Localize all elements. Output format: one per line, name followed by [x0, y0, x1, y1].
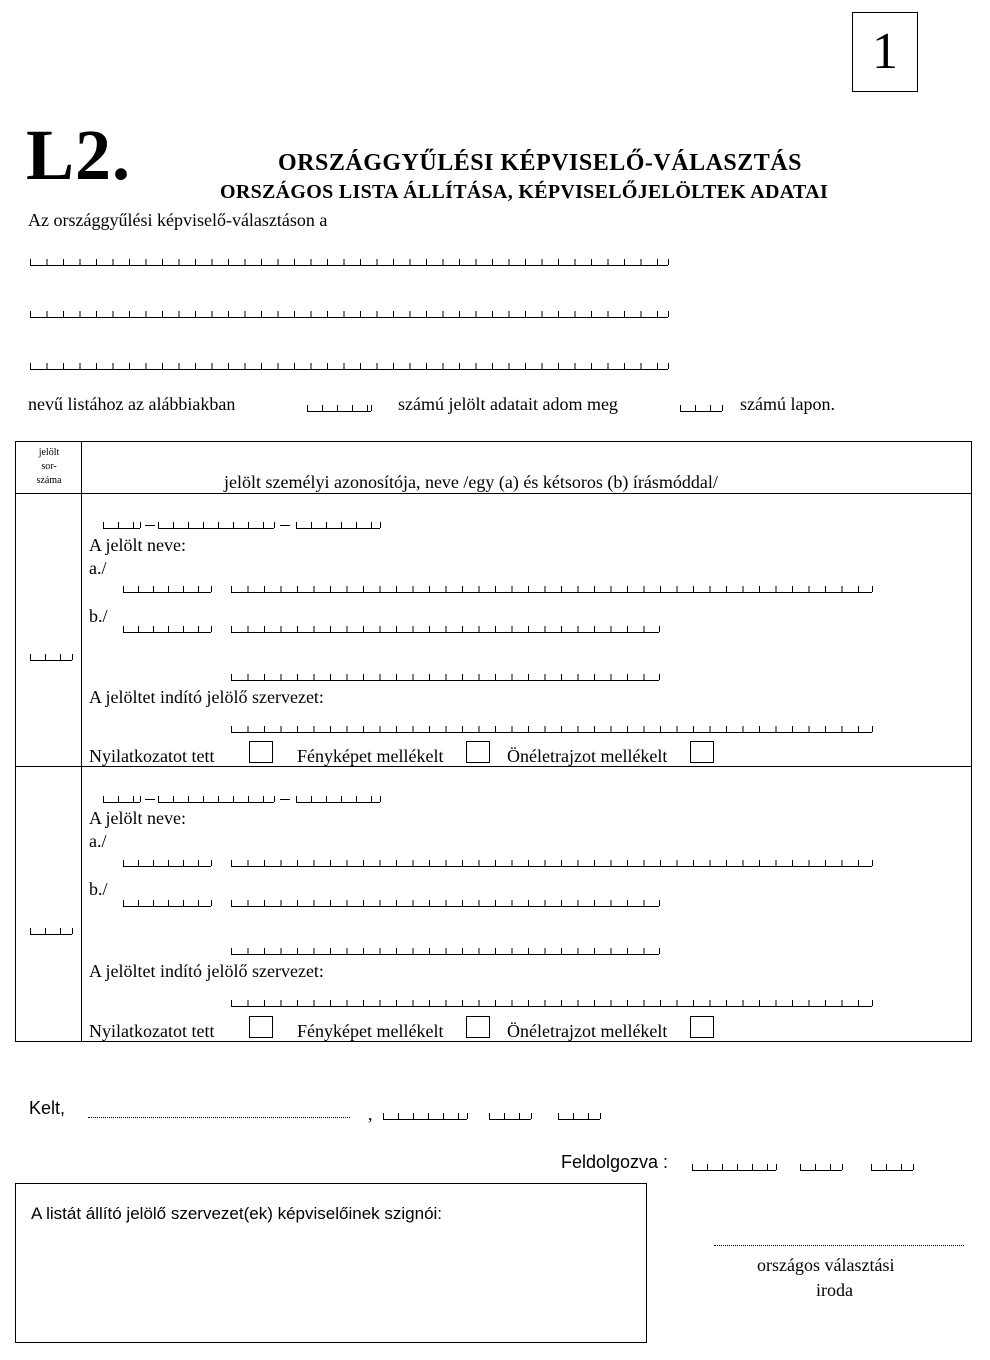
- dated-label: Kelt,: [29, 1098, 66, 1118]
- list-sentence-part3: számú lapon.: [740, 394, 835, 414]
- cand1-a-short-field[interactable]: [123, 586, 211, 593]
- cand1-name-label: A jelölt neve:: [89, 535, 186, 555]
- col2-header: jelölt személyi azonosítója, neve /egy (a) és kétsoros (b) írásmóddal/: [224, 472, 718, 492]
- cand1-a-long-field[interactable]: [231, 586, 872, 593]
- cand1-org-label: A jelöltet indító jelölő szervezet:: [89, 687, 324, 707]
- cand1-a-label: a./: [89, 558, 107, 578]
- col1-header: [18, 446, 80, 488]
- cand2-serial-field[interactable]: [30, 928, 72, 935]
- cand1-b-line2-field[interactable]: [231, 674, 659, 681]
- form-title: ORSZÁGGYŰLÉSI KÉPVISELŐ-VÁLASZTÁS: [278, 150, 802, 176]
- cand1-statement-checkbox[interactable]: [249, 741, 273, 763]
- cand2-photo-label: Fényképet mellékelt: [297, 1021, 444, 1041]
- cand2-cv-checkbox[interactable]: [690, 1016, 714, 1038]
- dated-comma: ,: [368, 1104, 373, 1124]
- cand1-id-part1[interactable]: [103, 522, 140, 529]
- col1-header-line1: jelölt: [38, 447, 60, 458]
- cand1-serial-field[interactable]: [30, 654, 72, 661]
- dated-month-field[interactable]: [489, 1113, 531, 1120]
- cand2-statement-label: Nyilatkozatot tett: [89, 1021, 215, 1041]
- cand1-photo-checkbox[interactable]: [466, 741, 490, 763]
- cand2-id-part3[interactable]: [296, 796, 380, 803]
- cand1-cv-checkbox[interactable]: [690, 741, 714, 763]
- cand2-id-part1[interactable]: [103, 796, 140, 803]
- office-label-line1: országos választási: [757, 1255, 895, 1275]
- list-sentence-part2: számú jelölt adatait adom meg: [398, 394, 618, 414]
- cand1-id-dash1: [145, 525, 155, 526]
- cand2-b-line1-field[interactable]: [231, 900, 659, 907]
- list-name-line-3[interactable]: [30, 363, 668, 370]
- processed-day-field[interactable]: [871, 1164, 913, 1171]
- cand1-id-dash2: [280, 525, 290, 526]
- signature-box-label: A listát állító jelölő szervezet(ek) képviselőinek szignói:: [31, 1204, 443, 1223]
- cand2-org-field[interactable]: [231, 1000, 872, 1007]
- office-label-line2: iroda: [816, 1280, 853, 1300]
- table-column-divider: [81, 441, 82, 1042]
- cand2-id-part2[interactable]: [158, 796, 274, 803]
- cand1-id-part3[interactable]: [296, 522, 380, 529]
- col1-header-line2: sor-: [41, 461, 57, 472]
- cand2-a-long-field[interactable]: [231, 860, 872, 867]
- cand1-photo-label: Fényképet mellékelt: [297, 746, 444, 766]
- list-name-line-2[interactable]: [30, 311, 668, 318]
- cand1-org-field[interactable]: [231, 726, 872, 733]
- page-count-field[interactable]: [680, 405, 722, 412]
- cand1-cv-label: Önéletrajzot mellékelt: [507, 746, 668, 766]
- cand2-id-dash1: [145, 799, 155, 800]
- cand1-statement-label: Nyilatkozatot tett: [89, 746, 215, 766]
- page-number: 1: [872, 23, 898, 80]
- cand2-a-label: a./: [89, 831, 107, 851]
- cand2-b-short-field[interactable]: [123, 900, 211, 907]
- cand2-statement-checkbox[interactable]: [249, 1016, 273, 1038]
- cand2-org-label: A jelöltet indító jelölő szervezet:: [89, 961, 324, 981]
- page-number-box: [852, 12, 918, 92]
- processed-label: Feldolgozva :: [561, 1152, 669, 1172]
- form-subtitle: ORSZÁGOS LISTA ÁLLÍTÁSA, KÉPVISELŐJELÖLTEK ADATAI: [220, 181, 829, 203]
- cand2-cv-label: Önéletrajzot mellékelt: [507, 1021, 668, 1041]
- cand2-photo-checkbox[interactable]: [466, 1016, 490, 1038]
- cand1-b-label: b./: [89, 606, 108, 626]
- cand2-a-short-field[interactable]: [123, 860, 211, 867]
- cand2-name-label: A jelölt neve:: [89, 808, 186, 828]
- table-header-divider: [15, 493, 972, 494]
- cand1-b-short-field[interactable]: [123, 626, 211, 633]
- form-code: L2.: [26, 115, 132, 195]
- cand2-b-line2-field[interactable]: [231, 948, 659, 955]
- dated-day-field[interactable]: [558, 1113, 600, 1120]
- dated-year-field[interactable]: [383, 1113, 467, 1120]
- processed-year-field[interactable]: [692, 1164, 776, 1171]
- intro-text: Az országgyűlési képviselő-választáson a: [28, 210, 328, 230]
- cand1-id-part2[interactable]: [158, 522, 274, 529]
- candidate-count-field[interactable]: [307, 405, 371, 412]
- cand2-id-dash2: [280, 799, 290, 800]
- col1-header-line3: száma: [36, 475, 62, 486]
- processed-month-field[interactable]: [800, 1164, 842, 1171]
- list-sentence-part1: nevű listához az alábbiakban: [28, 394, 236, 414]
- office-signature-line[interactable]: [714, 1245, 964, 1246]
- cand2-b-label: b./: [89, 879, 108, 899]
- cand1-b-line1-field[interactable]: [231, 626, 659, 633]
- dated-place-field[interactable]: [88, 1117, 350, 1118]
- list-name-line-1[interactable]: [30, 259, 668, 266]
